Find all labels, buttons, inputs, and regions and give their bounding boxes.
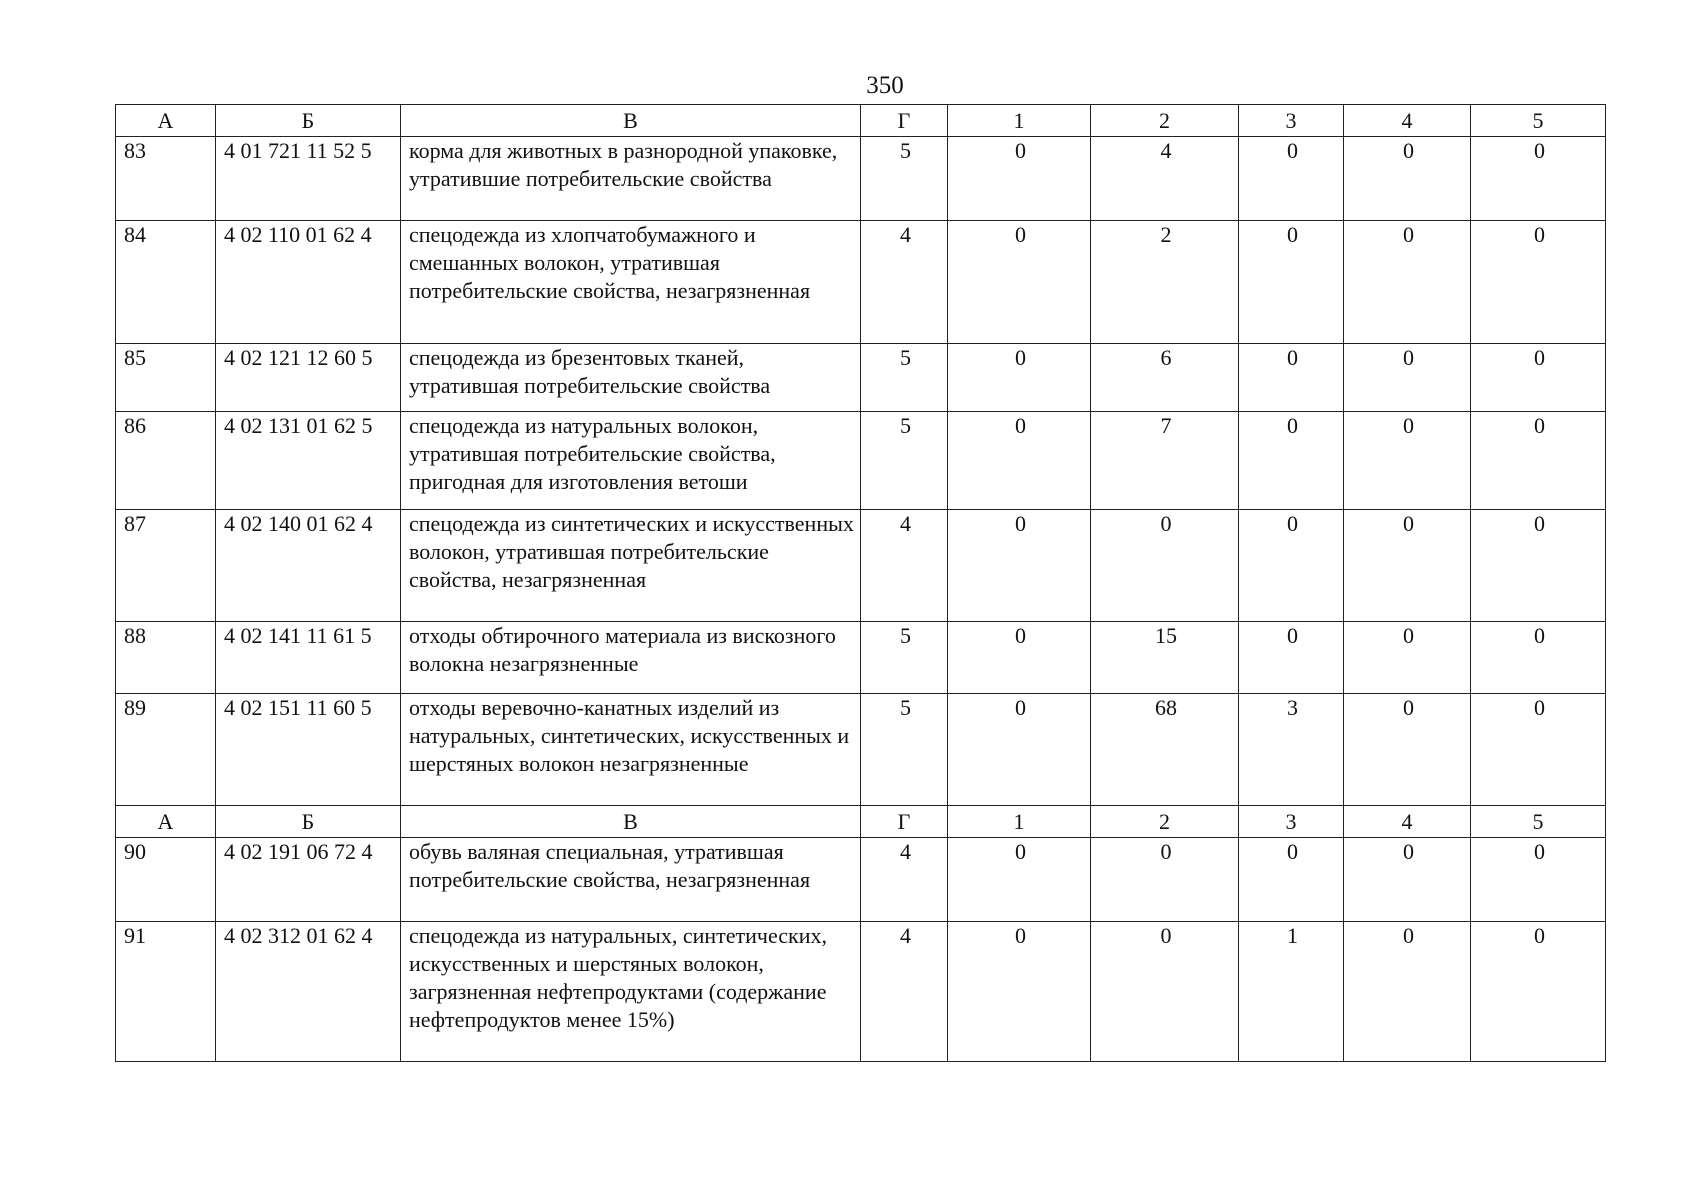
row-number: 84: [116, 221, 216, 344]
value-5: 0: [1471, 922, 1606, 1062]
column-header: Г: [861, 105, 948, 137]
waste-table: [115, 104, 1606, 1062]
value-3: 0: [1239, 838, 1344, 922]
waste-code: 4 02 121 12 60 5: [216, 344, 401, 412]
hazard-class: 4: [861, 221, 948, 344]
value-4: 0: [1344, 622, 1471, 694]
column-header: 2: [1091, 806, 1239, 838]
table-body: [116, 105, 1606, 1062]
column-header: Б: [216, 806, 401, 838]
waste-code: 4 02 191 06 72 4: [216, 838, 401, 922]
value-2: 6: [1091, 344, 1239, 412]
row-number: 88: [116, 622, 216, 694]
header-row: [116, 806, 1606, 838]
value-2: 4: [1091, 137, 1239, 221]
hazard-class: 5: [861, 694, 948, 806]
value-1: 0: [948, 838, 1091, 922]
value-2: 68: [1091, 694, 1239, 806]
row-number: 91: [116, 922, 216, 1062]
value-3: 1: [1239, 922, 1344, 1062]
column-header: 3: [1239, 806, 1344, 838]
value-3: 3: [1239, 694, 1344, 806]
value-4: 0: [1344, 137, 1471, 221]
value-1: 0: [948, 221, 1091, 344]
value-2: 0: [1091, 510, 1239, 622]
value-1: 0: [948, 137, 1091, 221]
column-header: А: [116, 806, 216, 838]
value-4: 0: [1344, 221, 1471, 344]
row-number: 85: [116, 344, 216, 412]
value-2: 2: [1091, 221, 1239, 344]
waste-name: спецодежда из натуральных, синтетических, искусственных и шерстяных волокон, загрязненная нефтепродуктами (содержание нефтепродуктов менее 15%): [401, 922, 861, 1062]
value-2: 0: [1091, 838, 1239, 922]
hazard-class: 4: [861, 922, 948, 1062]
value-3: 0: [1239, 221, 1344, 344]
table-row: [116, 838, 1606, 922]
hazard-class: 5: [861, 412, 948, 510]
column-header: 5: [1471, 105, 1606, 137]
value-5: 0: [1471, 694, 1606, 806]
value-1: 0: [948, 510, 1091, 622]
waste-code: 4 02 151 11 60 5: [216, 694, 401, 806]
row-number: 83: [116, 137, 216, 221]
column-header: 4: [1344, 105, 1471, 137]
value-1: 0: [948, 344, 1091, 412]
value-5: 0: [1471, 510, 1606, 622]
value-4: 0: [1344, 412, 1471, 510]
row-number: 89: [116, 694, 216, 806]
value-4: 0: [1344, 922, 1471, 1062]
table-row: [116, 344, 1606, 412]
waste-name: спецодежда из синтетических и искусственных волокон, утратившая потребительские свойства, незагрязненная: [401, 510, 861, 622]
waste-code: 4 02 110 01 62 4: [216, 221, 401, 344]
value-5: 0: [1471, 838, 1606, 922]
page-number: 350: [866, 72, 904, 99]
value-3: 0: [1239, 510, 1344, 622]
column-header: 2: [1091, 105, 1239, 137]
value-1: 0: [948, 412, 1091, 510]
value-3: 0: [1239, 344, 1344, 412]
row-number: 86: [116, 412, 216, 510]
value-5: 0: [1471, 137, 1606, 221]
header-row: [116, 105, 1606, 137]
value-4: 0: [1344, 344, 1471, 412]
waste-name: спецодежда из натуральных волокон, утратившая потребительские свойства, пригодная для изготовления ветоши: [401, 412, 861, 510]
column-header: В: [401, 105, 861, 137]
value-2: 7: [1091, 412, 1239, 510]
column-header: 1: [948, 105, 1091, 137]
table-row: [116, 510, 1606, 622]
column-header: 5: [1471, 806, 1606, 838]
hazard-class: 4: [861, 510, 948, 622]
table-row: [116, 412, 1606, 510]
waste-name: спецодежда из хлопчатобумажного и смешанных волокон, утратившая потребительские свойства, незагрязненная: [401, 221, 861, 344]
value-1: 0: [948, 622, 1091, 694]
table-row: [116, 694, 1606, 806]
column-header: 3: [1239, 105, 1344, 137]
value-2: 0: [1091, 922, 1239, 1062]
waste-code: 4 02 141 11 61 5: [216, 622, 401, 694]
column-header: 4: [1344, 806, 1471, 838]
column-header: В: [401, 806, 861, 838]
row-number: 87: [116, 510, 216, 622]
hazard-class: 5: [861, 137, 948, 221]
waste-name: отходы веревочно-канатных изделий из натуральных, синтетических, искусственных и шерстяных волокон незагрязненные: [401, 694, 861, 806]
column-header: 1: [948, 806, 1091, 838]
value-5: 0: [1471, 622, 1606, 694]
waste-code: 4 02 312 01 62 4: [216, 922, 401, 1062]
row-number: 90: [116, 838, 216, 922]
table-row: [116, 137, 1606, 221]
value-4: 0: [1344, 838, 1471, 922]
waste-code: 4 02 140 01 62 4: [216, 510, 401, 622]
value-1: 0: [948, 694, 1091, 806]
value-4: 0: [1344, 510, 1471, 622]
column-header: Г: [861, 806, 948, 838]
waste-name: корма для животных в разнородной упаковке, утратившие потребительские свойства: [401, 137, 861, 221]
waste-name: спецодежда из брезентовых тканей, утратившая потребительские свойства: [401, 344, 861, 412]
table-row: [116, 622, 1606, 694]
value-5: 0: [1471, 412, 1606, 510]
column-header: Б: [216, 105, 401, 137]
hazard-class: 4: [861, 838, 948, 922]
value-3: 0: [1239, 622, 1344, 694]
value-5: 0: [1471, 344, 1606, 412]
waste-name: отходы обтирочного материала из вискозного волокна незагрязненные: [401, 622, 861, 694]
value-1: 0: [948, 922, 1091, 1062]
waste-name: обувь валяная специальная, утратившая потребительские свойства, незагрязненная: [401, 838, 861, 922]
value-3: 0: [1239, 137, 1344, 221]
table-row: [116, 922, 1606, 1062]
waste-code: 4 02 131 01 62 5: [216, 412, 401, 510]
value-5: 0: [1471, 221, 1606, 344]
value-2: 15: [1091, 622, 1239, 694]
column-header: А: [116, 105, 216, 137]
hazard-class: 5: [861, 622, 948, 694]
value-3: 0: [1239, 412, 1344, 510]
value-4: 0: [1344, 694, 1471, 806]
waste-code: 4 01 721 11 52 5: [216, 137, 401, 221]
hazard-class: 5: [861, 344, 948, 412]
table-row: [116, 221, 1606, 344]
